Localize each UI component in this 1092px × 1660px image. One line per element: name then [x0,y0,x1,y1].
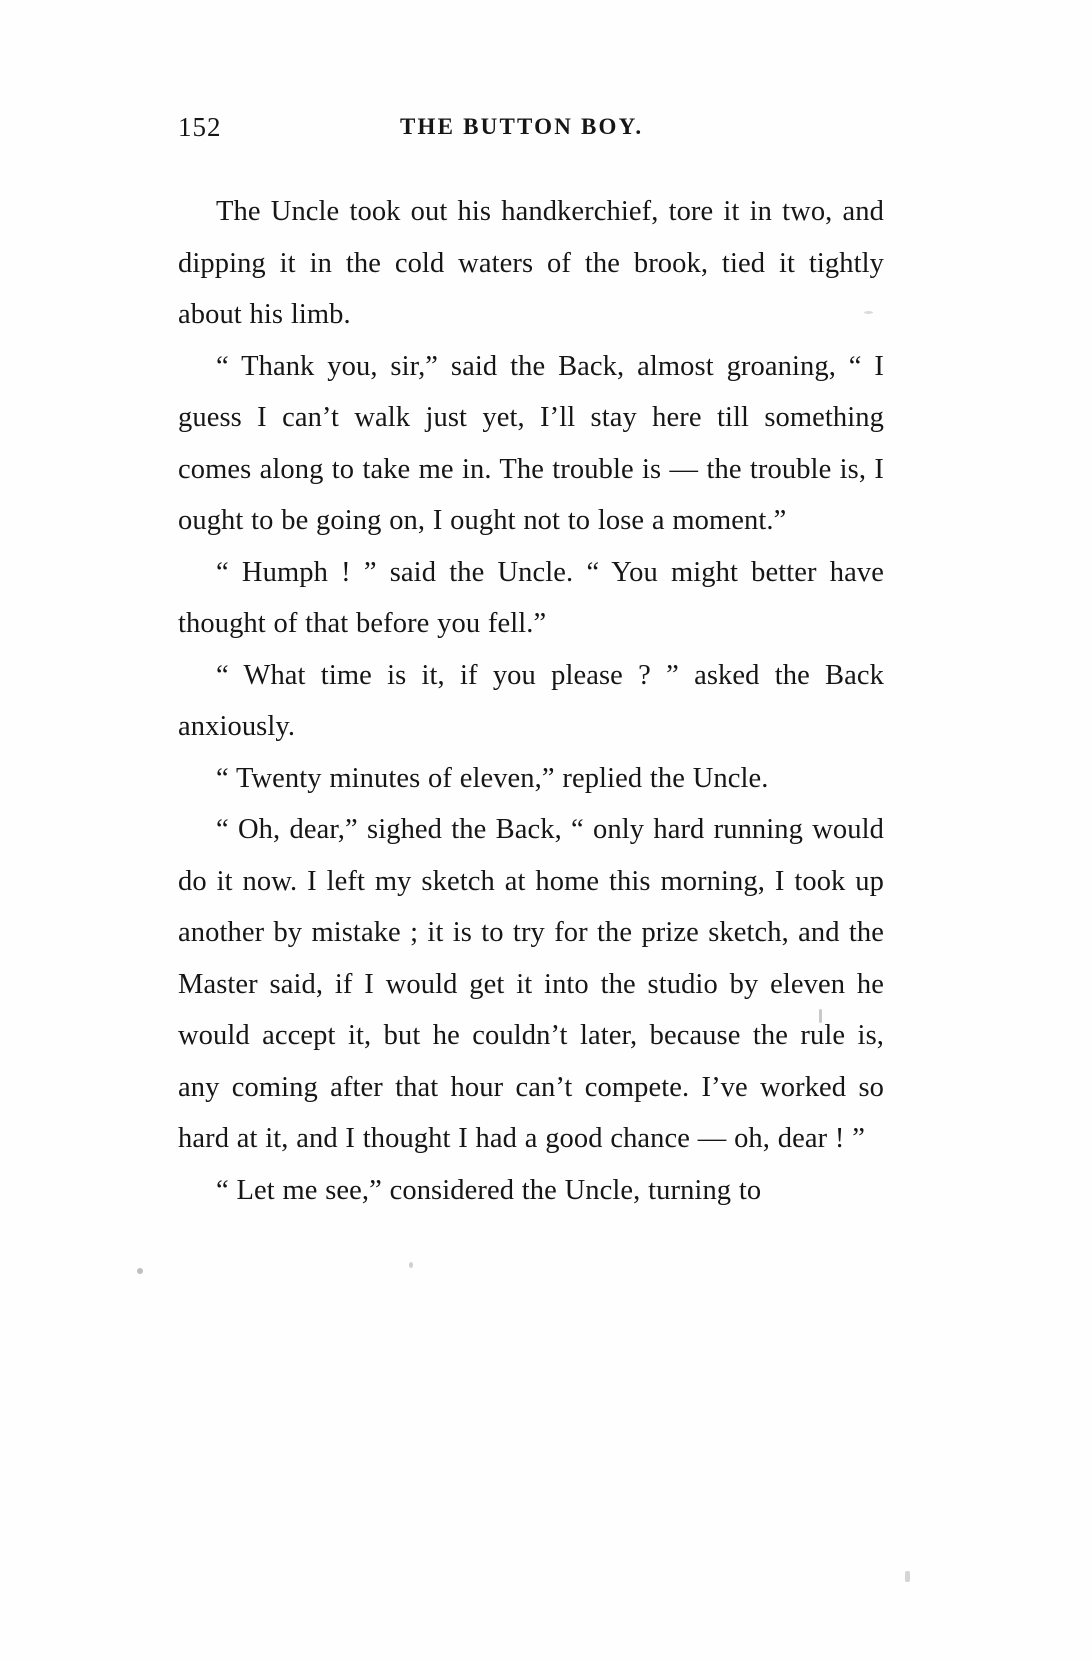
page-body [178,186,884,1216]
running-title: THE BUTTON BOY. [400,114,644,139]
paper-speck [864,311,873,314]
paragraph: “ Thank you, sir,” said the Back, almost groaning, “ I guess I can’t walk just yet, I’ll stay here till something comes along to take me in. The trouble is — the trouble is, I ought to be going on, I ought not to lose a moment.” [178,350,884,536]
paragraph: “ What time is it, if you please ? ” asked the Back anxiously. [178,659,884,742]
paragraph: “ Twenty minutes of eleven,” replied the Uncle. [216,762,769,794]
paper-speck [905,1571,910,1582]
page-header [178,112,878,152]
paper-speck [819,1009,822,1023]
paragraph: “ Humph ! ” said the Uncle. “ You might better have thought of that before you fell.” [178,556,884,639]
paper-speck [137,1268,143,1274]
paragraph: “ Oh, dear,” sighed the Back, “ only hard running would do it now. I left my sketch at home this morning, I took up another by mistake ; it is to try for the prize sketch, and the Master said, if I would get it into the studio by eleven he would accept it, but he couldn’t later, because the rule is, any coming after that hour can’t compete. I’ve worked so hard at it, and I thought I had a good chance — oh, dear ! ” [178,814,884,1154]
paragraph: The Uncle took out his handkerchief, tore it in two, and dipping it in the cold waters of the brook, tied it tightly about his limb. [178,196,884,330]
paper-speck [409,1262,413,1268]
page-number: 152 [178,112,222,142]
paragraph: “ Let me see,” considered the Uncle, turning to [216,1174,762,1206]
